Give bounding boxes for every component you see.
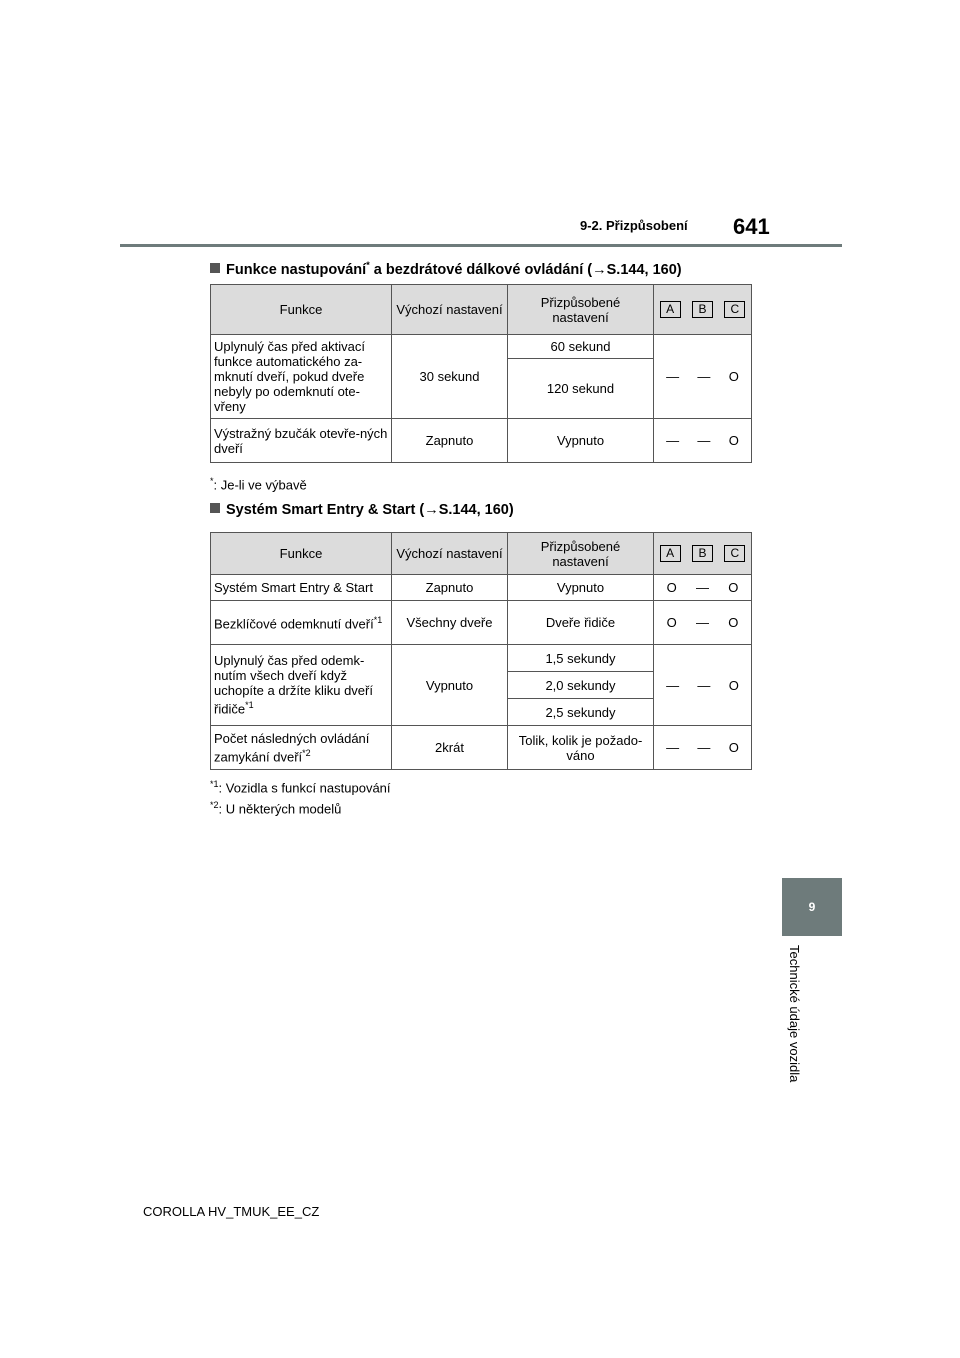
- table-row-abc: — — O: [654, 645, 752, 726]
- table-row-funkce: Systém Smart Entry & Start: [211, 575, 392, 601]
- col-a-label: A: [660, 301, 681, 318]
- col-b-label: B: [692, 545, 713, 562]
- bullet-square-icon: [210, 503, 220, 513]
- col-header-funkce: Funkce: [211, 285, 392, 335]
- col-header-default: Výchozí nastavení: [392, 533, 508, 575]
- table-row-funkce: Počet následných ovládání zamykání dveří$^{*2}$: [211, 726, 392, 770]
- col-header-funkce: Funkce: [211, 533, 392, 575]
- table-smart-entry: [210, 532, 752, 770]
- table-row-default: 30 sekund: [392, 335, 508, 419]
- table-row-custom: 2,0 sekundy: [508, 672, 654, 699]
- table-row-funkce: Bezklíčové odemknutí dveří$^{*1}$: [211, 601, 392, 645]
- footer-model: COROLLA HV_TMUK_EE_CZ: [143, 1204, 320, 1219]
- table-row-custom: Vypnuto: [508, 575, 654, 601]
- table-row-abc: — — O: [654, 419, 752, 463]
- table-row-custom: Tolik, kolik je požado-váno: [508, 726, 654, 770]
- col-header-custom: Přizpůsobené nastavení: [508, 533, 654, 575]
- table-entry-settings: [210, 284, 752, 463]
- table-row-default: Zapnuto: [392, 419, 508, 463]
- table-row-default: Vypnuto: [392, 645, 508, 726]
- col-header-abc: [654, 285, 752, 335]
- table-row-default: 2krát: [392, 726, 508, 770]
- footnote: *: Je-li ve výbavě: [210, 476, 307, 493]
- footnote: $^{*2}$: U některých modelů: [210, 800, 342, 817]
- table-row-custom: 120 sekund: [508, 359, 654, 419]
- section2-heading: Systém Smart Entry & Start (→S.144, 160): [210, 502, 514, 518]
- table-row-abc: — — O: [654, 726, 752, 770]
- col-header-default: Výchozí nastavení: [392, 285, 508, 335]
- col-header-custom: Přizpůsobené nastavení: [508, 285, 654, 335]
- section1-heading: Funkce nastupování* a bezdrátové dálkové ovládání (→S.144, 160): [210, 260, 682, 278]
- col-header-abc: [654, 533, 752, 575]
- header-divider: [120, 244, 842, 247]
- table-row-default: Zapnuto: [392, 575, 508, 601]
- col-c-label: C: [724, 301, 745, 318]
- table-row-funkce: Výstražný bzučák otevře-ných dveří: [211, 419, 392, 463]
- table-row-default: Všechny dveře: [392, 601, 508, 645]
- chapter-number: 9: [808, 900, 816, 914]
- table-row-custom: 60 sekund: [508, 335, 654, 359]
- table-row-custom: Dveře řidiče: [508, 601, 654, 645]
- footnote: $^{*1}$: Vozidla s funkcí nastupování: [210, 779, 391, 796]
- page-number: 641: [733, 214, 770, 239]
- table-row-funkce: Uplynulý čas před aktivací funkce automatického za-mknutí dveří, pokud dveře nebyly po odemknutí ote-vřeny: [211, 335, 392, 419]
- table-row-abc: O — O: [654, 601, 752, 645]
- chapter-tab[interactable]: [782, 878, 842, 936]
- bullet-square-icon: [210, 263, 220, 273]
- table-row-funkce: Uplynulý čas před odemk-nutím všech dveří když uchopíte a držíte kliku dveří řidiče$^{*1}$: [211, 645, 392, 726]
- table-row-abc: O — O: [654, 575, 752, 601]
- section-title: 9-2. Přizpůsobení: [580, 218, 688, 233]
- table-row-custom: 1,5 sekundy: [508, 645, 654, 672]
- table-row-abc: — — O: [654, 335, 752, 419]
- col-c-label: C: [724, 545, 745, 562]
- col-b-label: B: [692, 301, 713, 318]
- table-row-custom: Vypnuto: [508, 419, 654, 463]
- chapter-label: Technické údaje vozidla: [787, 945, 802, 1083]
- col-a-label: A: [660, 545, 681, 562]
- table-row-custom: 2,5 sekundy: [508, 699, 654, 726]
